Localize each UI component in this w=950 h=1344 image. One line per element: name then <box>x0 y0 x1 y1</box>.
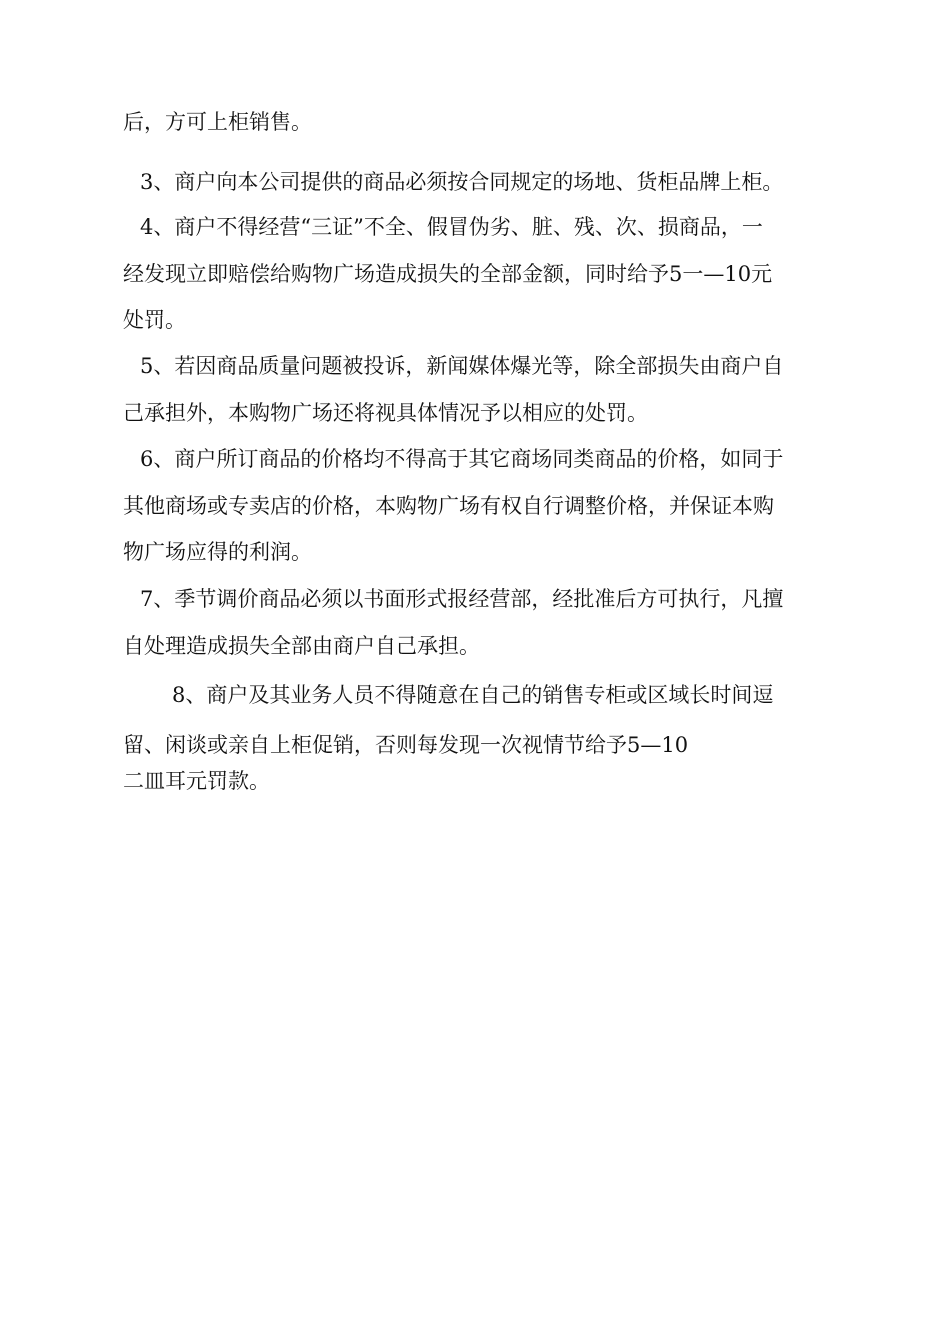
text-line: 物广场应得的利润。 <box>123 540 312 564</box>
text-line: 5、若因商品质量问题被投诉，新闻媒体爆光等，除全部损失由商户自 <box>140 354 784 378</box>
text-line: 8、商户及其业务人员不得随意在自己的销售专柜或区域长时间逗 <box>172 683 774 707</box>
text-line: 留、闲谈或亲自上柜促销，否则每发现一次视情节给予5—10 <box>123 733 689 757</box>
text-line: 其他商场或专卖店的价格，本购物广场有权自行调整价格，并保证本购 <box>123 494 774 518</box>
text-line: 自处理造成损失全部由商户自己承担。 <box>123 634 480 658</box>
text-line: 6、商户所订商品的价格均不得高于其它商场同类商品的价格，如同于 <box>140 447 784 471</box>
text-line: 7、季节调价商品必须以书面形式报经营部，经批准后方可执行，凡擅 <box>140 587 784 611</box>
text-line: 4、商户不得经营“三证”不全、假冒伪劣、脏、残、次、损商品，一 <box>140 215 763 239</box>
text-line: 己承担外，本购物广场还将视具体情况予以相应的处罚。 <box>123 401 648 425</box>
text-line: 二皿耳元罚款。 <box>123 769 270 793</box>
text-line: 处罚。 <box>123 308 186 332</box>
text-line: 3、商户向本公司提供的商品必须按合同规定的场地、货柜品牌上柜。 <box>140 170 784 194</box>
text-line: 后，方可上柜销售。 <box>123 110 312 134</box>
text-line: 经发现立即赔偿给购物广场造成损失的全部金额，同时给予5一—10元 <box>123 262 773 286</box>
